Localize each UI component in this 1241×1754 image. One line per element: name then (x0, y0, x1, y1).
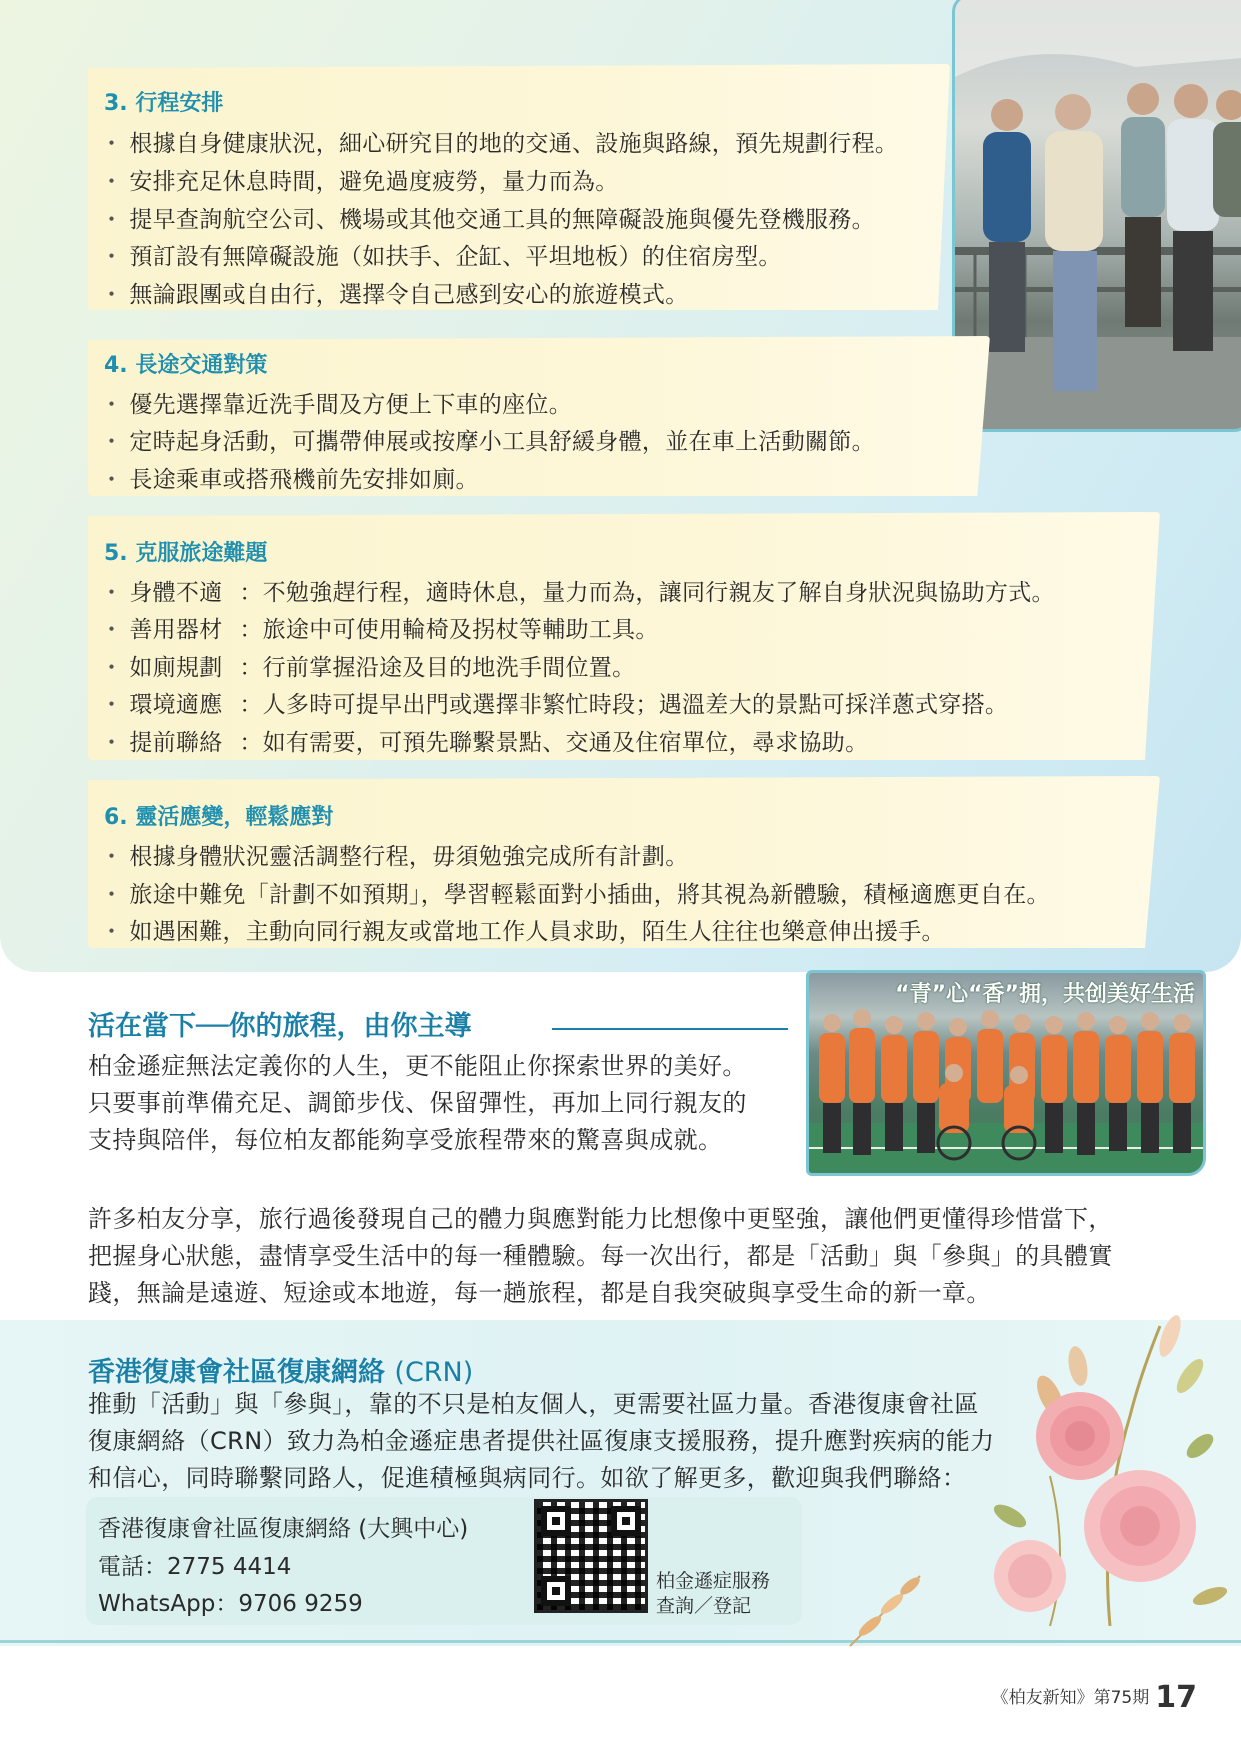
title-rule (552, 1028, 788, 1030)
section-3-item: ・ 預訂設有無障礙設施（如扶手、企缸、平坦地板）的住宿房型。 (100, 244, 782, 270)
share-line: 踐，無論是遠遊、短途或本地遊，每一趟旅程，都是自我突破與享受生命的新一章。 (88, 1279, 991, 1307)
leaf-decoration (840, 1566, 930, 1656)
section-3-item: ・ 提早查詢航空公司、機場或其他交通工具的無障礙設施與優先登機服務。 (100, 207, 875, 233)
qr-code[interactable] (534, 1499, 648, 1613)
group-event-photo (806, 970, 1206, 1176)
qr-note-service: 柏金遜症服務 (656, 1570, 771, 1592)
section-6-item: ・ 根據身體狀況靈活調整行程，毋須勉強完成所有計劃。 (100, 844, 689, 870)
section-6-title: 6. 靈活應變，輕鬆應對 (104, 805, 334, 830)
section-4-item: ・ 長途乘車或搭飛機前先安排如廁。 (100, 467, 479, 493)
section-3-item: ・ 無論跟團或自由行，選擇令自己感到安心的旅遊模式。 (100, 282, 689, 308)
section-5-item: ・ 身體不適 ：不勉強趕行程，適時休息，量力而為，讓同行親友了解自身狀況與協助方式。 (100, 580, 1055, 606)
section-4-item: ・ 優先選擇靠近洗手間及方便上下車的座位。 (100, 392, 573, 418)
crn-line: 和信心，同時聯繫同路人，促進積極與病同行。如欲了解更多，歡迎與我們聯絡： (88, 1464, 967, 1492)
live-now-line: 只要事前準備充足、調節步伐、保留彈性，再加上同行親友的 (88, 1089, 747, 1117)
page-number: 17 (1155, 1680, 1197, 1715)
crn-line: 復康網絡（CRN）致力為柏金遜症患者提供社區復康支援服務，提升應對疾病的能力 (88, 1427, 995, 1455)
section-5-item: ・ 如廁規劃 ：行前掌握沿途及目的地洗手間位置。 (100, 655, 636, 681)
flower-decoration (990, 1296, 1230, 1626)
share-line: 許多柏友分享，旅行過後發現自己的體力與應對能力比想像中更堅強，讓他們更懂得珍惜當下， (88, 1205, 1113, 1233)
section-3-item: ・ 根據自身健康狀況，細心研究目的地的交通、設施與路線，預先規劃行程。 (100, 131, 899, 157)
crn-line: 推動「活動」與「參與」，靠的不只是柏友個人，更需要社區力量。香港復康會社區 (88, 1390, 979, 1418)
travel-group-photo (952, 0, 1241, 432)
contact-phone[interactable]: 電話：2775 4414 (98, 1554, 292, 1580)
section-5-item: ・ 善用器材 ：旅途中可使用輪椅及拐杖等輔助工具。 (100, 617, 659, 643)
section-6-item: ・ 旅途中難免「計劃不如預期」，學習輕鬆面對小插曲，將其視為新體驗，積極適應更自在。 (100, 882, 1050, 908)
page-footer (992, 1680, 1197, 1715)
photo-banner-text: “青”心“香”拥，共创美好生活 (895, 982, 1195, 1007)
contact-whatsapp[interactable]: WhatsApp：9706 9259 (98, 1591, 363, 1617)
section-5-title: 5. 克服旅途難題 (104, 541, 268, 566)
publication-name: 《柏友新知》第75期 (991, 1688, 1150, 1708)
share-line: 把握身心狀態，盡情享受生活中的每一種體驗。每一次出行，都是「活動」與「參與」的具體實 (88, 1242, 1113, 1270)
section-6-item: ・ 如遇困難，主動向同行親友或當地工作人員求助，陌生人往往也樂意伸出援手。 (100, 919, 945, 945)
section-5-item: ・ 環境適應 ：人多時可提早出門或選擇非繁忙時段；遇溫差大的景點可採洋蔥式穿搭。 (100, 692, 1009, 718)
crn-divider (0, 1640, 1241, 1643)
section-5-item: ・ 提前聯絡 ：如有需要，可預先聯繫景點、交通及住宿單位，尋求協助。 (100, 730, 869, 756)
section-3-item: ・ 安排充足休息時間，避免過度疲勞，量力而為。 (100, 169, 619, 195)
live-now-line: 支持與陪伴，每位柏友都能夠享受旅程帶來的驚喜與成就。 (88, 1126, 723, 1154)
section-4-title: 4. 長途交通對策 (104, 353, 268, 378)
section-4-item: ・ 定時起身活動，可攜帶伸展或按摩小工具舒緩身體，並在車上活動關節。 (100, 429, 875, 455)
contact-name: 香港復康會社區復康網絡 (大興中心) (98, 1516, 469, 1542)
section-3-title: 3. 行程安排 (104, 91, 224, 116)
crn-title: 香港復康會社區復康網絡 (CRN) (88, 1357, 474, 1388)
live-now-line: 柏金遜症無法定義你的人生，更不能阻止你探索世界的美好。 (88, 1052, 747, 1080)
qr-note-enquiry: 查詢／登記 (656, 1595, 752, 1617)
live-now-title: 活在當下──你的旅程，由你主導 (88, 1011, 472, 1042)
